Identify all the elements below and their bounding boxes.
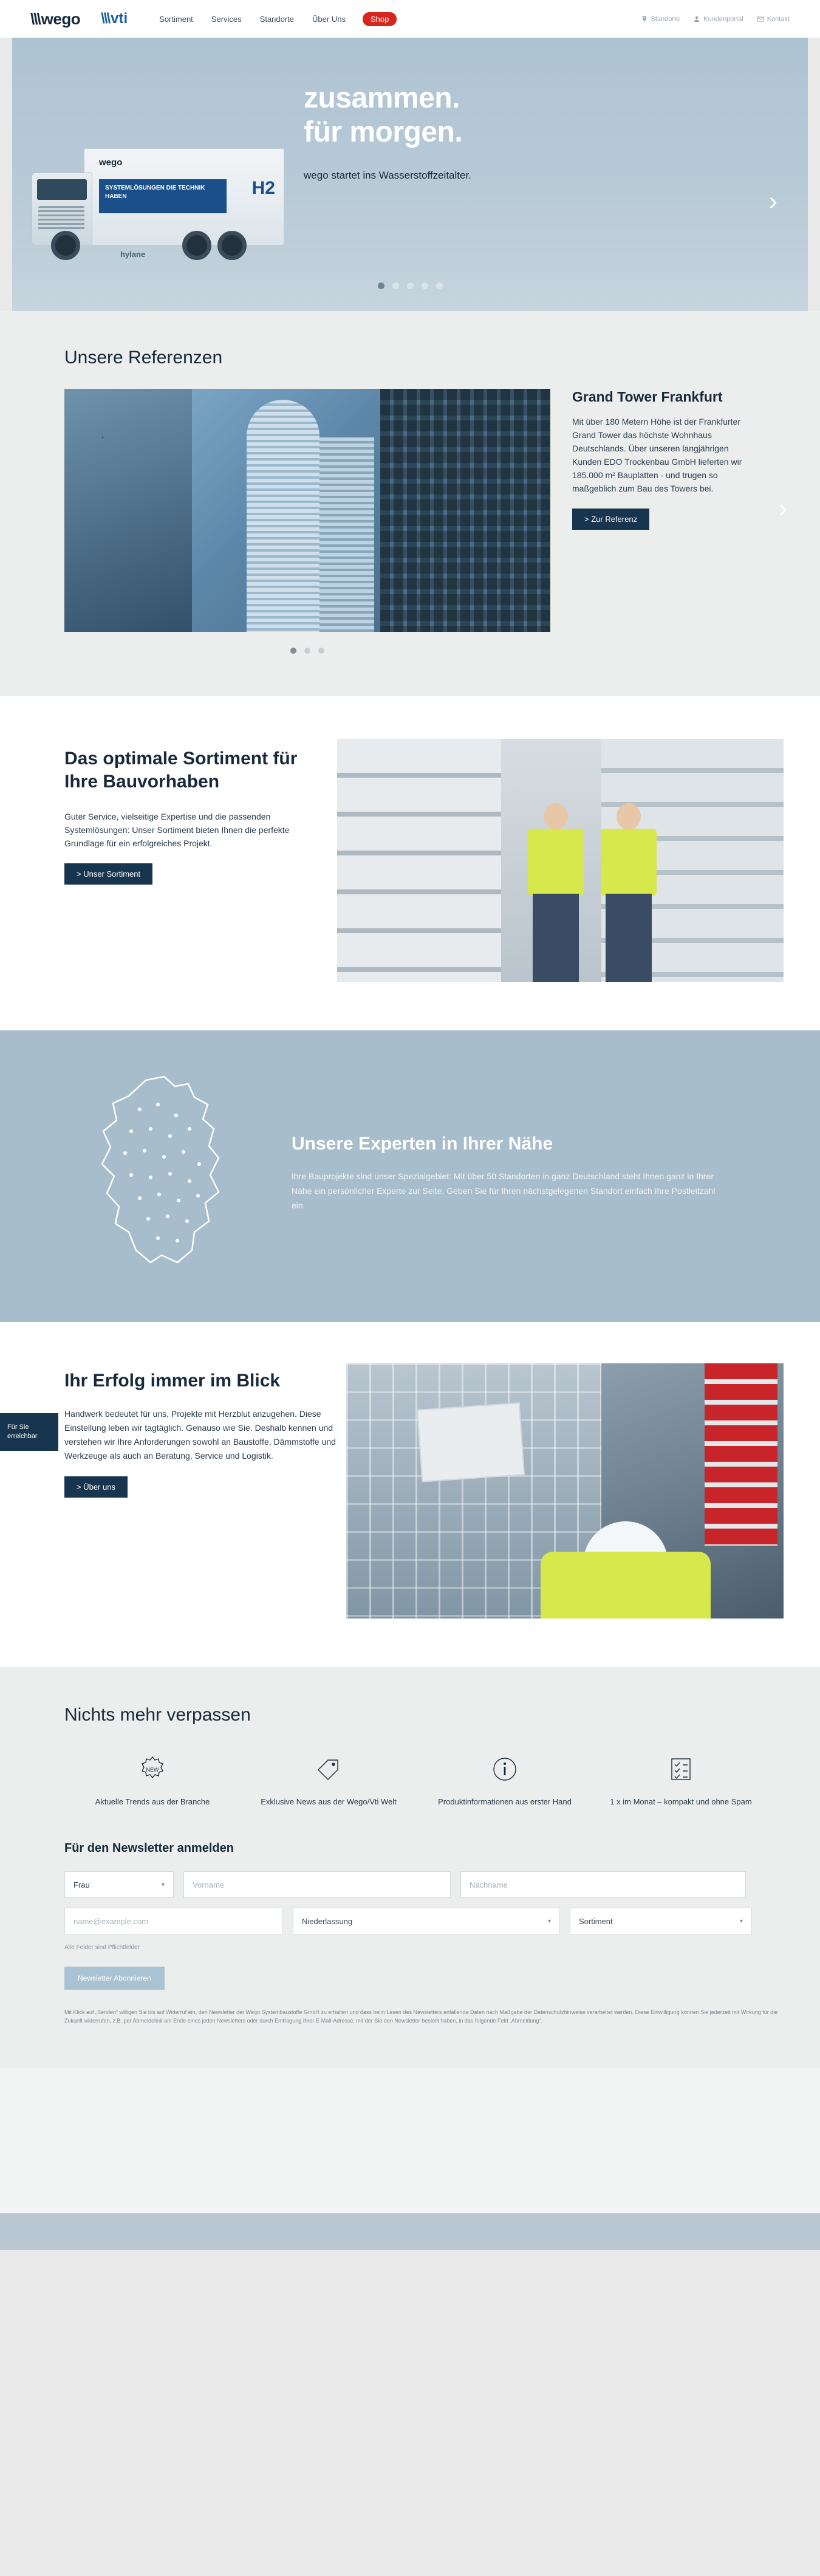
hero-headline-line2: für morgen. xyxy=(304,115,463,148)
email-input[interactable] xyxy=(64,1908,283,1934)
truck-banner-text: SYSTEMLÖSUNGEN DIE TECHNIK HABEN xyxy=(99,179,227,213)
experten-text xyxy=(255,1134,717,1213)
user-icon xyxy=(693,15,701,23)
nav-item-standorte[interactable]: Standorte xyxy=(259,14,295,24)
section-experten xyxy=(0,1030,820,1322)
truck-h2-tag: H2 xyxy=(251,178,275,198)
sortiment-text xyxy=(64,739,344,982)
reference-body: Mit über 180 Metern Höhe ist der Frankfurter Grand Tower das höchste Wohnhaus Deutschlands. Über unseren langjährigen Kunden EDO Trockenbau GmbH lieferten wir 185.000 m² Bauplatten - und trugen so maßgeblich zum Bau des Towers bei. xyxy=(572,417,742,493)
newsletter-submit-button[interactable]: Newsletter Abonnieren xyxy=(64,1967,165,1990)
newsletter-legal-text: Mit Klick auf „Senden“ willigen Sie bis auf Widerruf ein, den Newsletter der Wego Systembaustoffe GmbH zu erhalten und dass beim Lesen des Newsletters anfallende Daten nach Maßgabe der Datenschutzhinweise verarbeitet werden. Diese Einwilligung können Sie jederzeit mit Wirkung für die Zukunft widerrufen, z.B. per Abmeldelink am Ende eines jeden Newsletters oder durch Emfragung Ihrer E-Mail-Adresse, mit der Sie den Newsletter bestellt haben, in das folgende Feld „Abmeldung“. xyxy=(64,2009,778,2024)
referenzen-title: Unsere Referenzen xyxy=(64,348,223,368)
sortiment-title xyxy=(64,747,344,794)
newsletter-wrap xyxy=(36,1705,784,2025)
reference-dot-2[interactable] xyxy=(304,648,310,654)
hero-carousel xyxy=(12,38,808,311)
reference-dot-3[interactable] xyxy=(318,648,324,654)
benefit-text-3: Produktinformationen aus erster Hand xyxy=(438,1797,572,1806)
new-badge-icon xyxy=(64,1752,241,1786)
logo-vti-text: vti xyxy=(111,10,128,27)
assortment-select[interactable] xyxy=(570,1908,752,1934)
reference-tower-main xyxy=(247,400,319,632)
section-erfolg xyxy=(0,1322,820,1667)
side-contact-tab[interactable]: Für Sie erreichbar xyxy=(0,1413,58,1451)
firstname-input[interactable] xyxy=(183,1871,451,1898)
main-navigation xyxy=(158,12,397,26)
footer-bottom-bar xyxy=(0,2213,820,2250)
logo-vti[interactable] xyxy=(101,10,128,27)
utility-label-kontakt: Kontakt xyxy=(767,15,790,22)
hero-pagination xyxy=(12,283,808,289)
worker-vest-2 xyxy=(601,829,657,896)
utility-navigation xyxy=(641,15,790,23)
logo-slashes-icon-2: \\\ xyxy=(101,10,110,27)
reference-slide xyxy=(36,389,787,632)
section-newsletter xyxy=(0,1667,820,2067)
nav-item-sortiment[interactable]: Sortiment xyxy=(159,14,193,24)
erfolg-row xyxy=(36,1363,784,1619)
chevron-down-icon: ▾ xyxy=(161,1881,165,1888)
branch-select[interactable] xyxy=(293,1908,560,1934)
svg-text:NEW: NEW xyxy=(146,1767,159,1773)
erfolg-body: Handwerk bedeutet für uns, Projekte mit Herzblut anzugehen. Diese Einstellung leben wir tagtäglich. Genauso wie Sie. Deshalb kennen und verstehen wir Ihre Anforderungen sowohl an Baustoffe, Dämmstoffe und Werkzeuge als auch an Beratung, Service und Logistik. xyxy=(64,1409,336,1461)
erfolg-cta-button[interactable]: > Über uns xyxy=(64,1476,128,1498)
sortiment-body: Guter Service, vielseitige Expertise und die passenden Systemlösungen: Unser Sortiment bieten Ihnen die perfekte Grundlage für ein erfolgreiches Projekt. xyxy=(64,811,290,848)
sortiment-cta-button[interactable]: > Unser Sortiment xyxy=(64,863,152,885)
footer-area xyxy=(0,2067,820,2213)
chevron-down-icon-3: ▾ xyxy=(739,1917,743,1925)
site-header xyxy=(0,0,820,38)
germany-map-svg xyxy=(73,1073,255,1273)
form-row-2 xyxy=(64,1908,784,1934)
logo-slashes-icon: \\\ xyxy=(30,9,40,28)
reference-facade xyxy=(380,389,550,632)
hero-truck-illustration xyxy=(29,115,315,267)
germany-map-icon xyxy=(73,1073,255,1273)
logo-wego[interactable] xyxy=(30,10,80,29)
hero-dot-5[interactable] xyxy=(436,283,443,289)
section-sortiment xyxy=(0,696,820,1030)
form-row-1 xyxy=(64,1871,784,1898)
sortiment-image xyxy=(337,739,784,982)
utility-item-standorte[interactable] xyxy=(641,15,680,23)
crane-mast xyxy=(705,1363,777,1546)
hero-headline xyxy=(304,81,632,149)
worker-figure-1 xyxy=(519,800,592,982)
chevron-down-icon-2: ▾ xyxy=(547,1917,551,1925)
worker-head-1 xyxy=(544,803,568,830)
pallet-load xyxy=(417,1402,525,1482)
reference-text xyxy=(550,389,757,632)
nav-item-services[interactable]: Services xyxy=(211,14,242,24)
nav-item-shop[interactable]: Shop xyxy=(363,12,397,26)
reference-title: Grand Tower Frankfurt xyxy=(572,389,723,405)
worker-legs-2 xyxy=(606,894,652,982)
lastname-input[interactable] xyxy=(460,1871,746,1898)
benefit-item-3 xyxy=(417,1752,593,1807)
required-fields-note: Alle Felder sind Pflichtfelder xyxy=(64,1944,140,1951)
branch-value: Niederlassung xyxy=(302,1916,353,1926)
truck-grille xyxy=(38,206,84,231)
truck-windshield xyxy=(37,179,87,200)
referenzen-wrap xyxy=(36,348,787,654)
sortiment-title-line1: Das optimale Sortiment für xyxy=(64,748,298,769)
hero-dot-3[interactable] xyxy=(407,283,414,289)
warehouse-shelf-left xyxy=(337,739,501,982)
sortiment-wrap xyxy=(36,739,784,982)
reference-next-arrow-icon[interactable]: › xyxy=(779,495,787,522)
benefit-item-2 xyxy=(241,1752,417,1807)
utility-item-kontakt[interactable] xyxy=(757,15,790,23)
checklist-icon xyxy=(593,1752,769,1786)
mail-icon xyxy=(757,15,765,23)
assortment-value: Sortiment xyxy=(579,1916,613,1926)
worker-head-2 xyxy=(617,803,641,830)
worker-legs-1 xyxy=(533,894,579,982)
experten-title: Unsere Experten in Ihrer Nähe xyxy=(292,1134,553,1154)
benefit-text-4: 1 x im Monat – kompakt und ohne Spam xyxy=(610,1797,752,1806)
sortiment-title-line2: Ihre Bauvorhaben xyxy=(64,772,220,792)
newsletter-form-title: Für den Newsletter anmelden xyxy=(64,1841,234,1855)
salutation-value: Frau xyxy=(73,1880,90,1889)
reference-dot-1[interactable] xyxy=(290,648,296,654)
benefit-text-2: Exklusive News aus der Wego/Vti Welt xyxy=(261,1797,397,1806)
utility-label-kundenportal: Kundenportal xyxy=(703,15,743,22)
experten-row xyxy=(36,1073,784,1273)
worker-figure-2 xyxy=(592,800,665,982)
experten-body: Ihre Bauprojekte sind unser Spezialgebiet: Mit über 50 Standorten in ganz Deutschland steht Ihnen ganz in Ihrer Nähe ein persönlicher Experte zur Seite. Geben Sie für Ihren nächstgelegenen Standort einfach Ihre Postleitzahl ein. xyxy=(292,1171,716,1210)
nav-item-ueber-uns[interactable]: Über Uns xyxy=(312,14,346,24)
worker-vest-1 xyxy=(528,829,584,896)
email-placeholder: name@example.com xyxy=(73,1916,149,1926)
lastname-placeholder: Nachname xyxy=(470,1880,508,1889)
hero-dot-2[interactable] xyxy=(392,283,399,289)
utility-item-kundenportal[interactable] xyxy=(693,15,743,23)
hero-dot-1[interactable] xyxy=(378,283,384,289)
worker-vest-3 xyxy=(541,1552,711,1619)
logo-group[interactable] xyxy=(30,10,128,29)
truck-wheel-mid xyxy=(182,231,211,260)
hero-headline-line1: zusammen. xyxy=(304,82,460,114)
benefit-text-1: Aktuelle Trends aus der Branche xyxy=(95,1797,210,1806)
reference-cta-button[interactable]: > Zur Referenz xyxy=(572,509,649,530)
newsletter-title: Nichts mehr verpassen xyxy=(64,1705,251,1725)
newsletter-form xyxy=(36,1871,784,2025)
truck-wheel-front xyxy=(51,231,80,260)
benefit-item-4 xyxy=(593,1752,769,1807)
tag-news-icon xyxy=(241,1752,417,1786)
pin-icon xyxy=(641,15,649,23)
firstname-placeholder: Vorname xyxy=(193,1880,225,1889)
reference-image xyxy=(64,389,550,632)
reference-pagination xyxy=(64,648,550,654)
hero-next-arrow-icon[interactable]: › xyxy=(769,187,777,215)
erfolg-text xyxy=(64,1363,352,1619)
info-icon xyxy=(417,1752,593,1786)
salutation-select[interactable] xyxy=(64,1871,174,1898)
truck-brand-label: hylane xyxy=(120,250,146,259)
truck-logo: wego xyxy=(99,157,123,168)
hero-text-block xyxy=(304,81,632,182)
experten-wrap xyxy=(36,1073,784,1273)
reference-tower-secondary xyxy=(319,437,374,632)
erfolg-wrap xyxy=(36,1363,784,1619)
section-referenzen xyxy=(0,311,820,696)
erfolg-image xyxy=(346,1363,784,1619)
hero-subline: wego startet ins Wasserstoffzeitalter. xyxy=(304,170,471,182)
newsletter-benefits xyxy=(36,1752,784,1807)
erfolg-title: Ihr Erfolg immer im Blick xyxy=(64,1371,281,1391)
hero-dot-4[interactable] xyxy=(422,283,428,289)
truck-wheel-rear xyxy=(217,231,247,260)
reference-foreground-branches xyxy=(64,389,192,632)
utility-label-standorte: Standorte xyxy=(651,15,680,22)
sortiment-row xyxy=(36,739,784,982)
logo-wego-text: wego xyxy=(41,9,81,28)
truck-body xyxy=(84,148,284,245)
benefit-item-1 xyxy=(64,1752,241,1807)
